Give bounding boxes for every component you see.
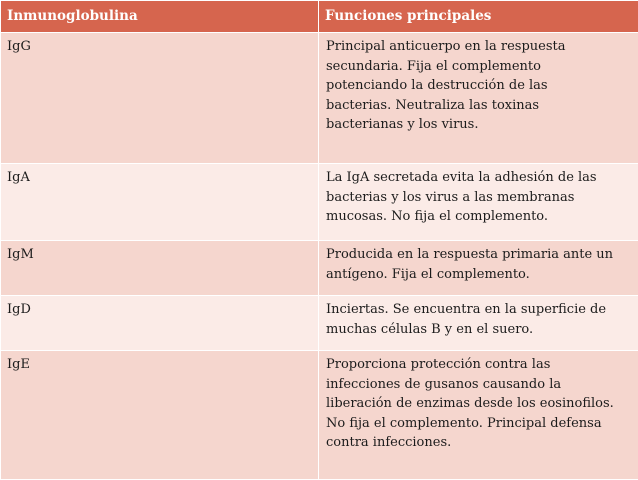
table-row-igg: [1, 33, 638, 164]
function-description: [319, 241, 638, 296]
description-line: mucosas. No fija el complemento.: [326, 207, 632, 227]
description-line: antígeno. Fija el complemento.: [326, 265, 632, 285]
table-header: [1, 1, 638, 33]
description-line: Producida en la respuesta primaria ante un: [326, 245, 632, 265]
description-line: infecciones de gusanos causando la: [326, 375, 632, 395]
table-row-igm: [1, 241, 638, 296]
description-line: No fija el complemento. Principal defensa: [326, 414, 632, 434]
immunoglobulin-name: IgA: [1, 164, 319, 241]
immunoglobulin-name: IgM: [1, 241, 319, 296]
table-row-ige: [1, 351, 638, 480]
description-line: bacterianas y los virus.: [326, 115, 632, 135]
immunoglobulin-name: IgD: [1, 296, 319, 351]
header-main-functions: Funciones principales: [319, 1, 638, 33]
description-line: bacterias y los virus a las membranas: [326, 188, 632, 208]
header-immunoglobulin: Inmunoglobulina: [1, 1, 319, 33]
description-line: Inciertas. Se encuentra en la superficie de: [326, 300, 632, 320]
description-line: muchas células B y en el suero.: [326, 320, 632, 340]
function-description: [319, 33, 638, 164]
table-body: [1, 33, 638, 480]
function-description: [319, 296, 638, 351]
function-description: [319, 351, 638, 480]
function-description: [319, 164, 638, 241]
description-line: Proporciona protección contra las: [326, 355, 632, 375]
description-line: bacterias. Neutraliza las toxinas: [326, 96, 632, 116]
description-line: La IgA secretada evita la adhesión de las: [326, 168, 632, 188]
table-row-iga: [1, 164, 638, 241]
description-line: contra infecciones.: [326, 433, 632, 453]
description-line: secundaria. Fija el complemento: [326, 57, 632, 77]
table-row-igd: [1, 296, 638, 351]
header-row: [1, 1, 638, 33]
immunoglobulin-name: IgG: [1, 33, 319, 164]
immunoglobulin-name: IgE: [1, 351, 319, 480]
description-line: Principal anticuerpo en la respuesta: [326, 37, 632, 57]
description-line: liberación de enzimas desde los eosinofilos.: [326, 394, 632, 414]
description-line: potenciando la destrucción de las: [326, 76, 632, 96]
